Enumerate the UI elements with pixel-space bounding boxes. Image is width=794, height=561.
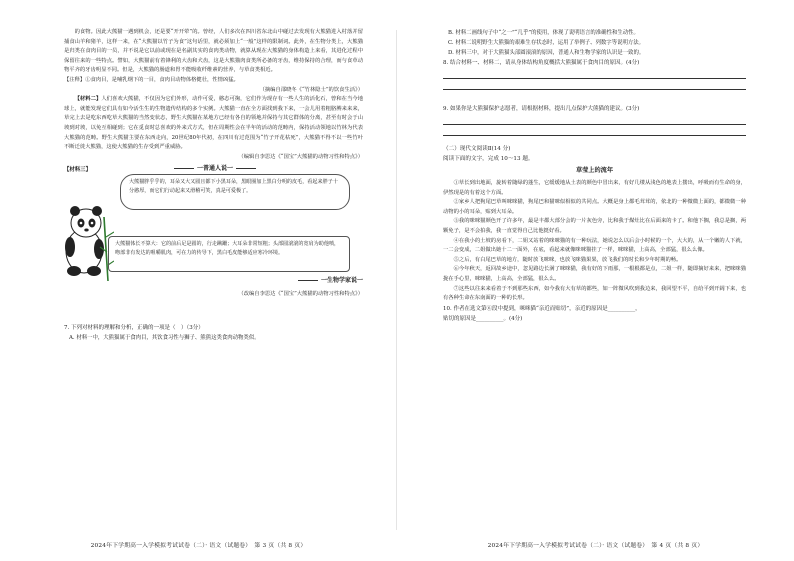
story-paragraph-7: ⑦这些以往来来看着于不到那些东西，如今我有大有草的都些，如一阵微风吹到我边来，我回望不平，自给平到开阔下来，也有各种生命在东南面的一种的长形。 — [443, 285, 746, 302]
question-7: 7. 下列对材料的理解和分析，正确的一项是（ ）（3分） — [64, 325, 204, 332]
material-1-source: （摘编自邵晓冬《“竹林隐士”的饮食生活》） — [259, 86, 363, 93]
story-paragraph-4: ④在我小的土坡的房看下，二姐又站着的咪咪猫的有一种玩法，她说怎么以后会小时候的一个，大大的，从一个嫩的人下就，一二会变成，二姐做出她十二一面外，在底，看起来就像咪咪猫挂了一样，咪咪猫，上高高，全部猛，很么么像。 — [443, 237, 746, 254]
ordinary-person-bubble: 大熊猫胖乎乎的，耳朵又大又圆且都下小黑耳朵，黑眼圈加上黑白分明的皮毛，看起来胖子十分憨厚，而它们行动起来又滑稽可笑，真是可爱极了。 — [120, 174, 350, 210]
story-paragraph-3: ③我的咪咪猫颜色开了许多年，最是丰都大部分会的一片灰色旁，比和我于煤灶比在后面来的卡了。和他下搁，我总是搁，两颗免子，是不会拍我，我一直觉得自己比他挺好看。 — [443, 218, 746, 234]
material-2-source: （编辑自李思达《“国宝”大熊猫的动物习性和特点》） — [238, 153, 363, 160]
page-4-column — [443, 28, 746, 324]
answer-line[interactable] — [443, 82, 746, 90]
question-7-option-a: A. 材料一中，大熊猫属于食肉目，其饮食习性与狮子、熊熊这类食肉动物类似。 — [69, 335, 260, 342]
question-8: 8. 结合材料一、材料二，请从身体结构角度概括大熊猫属于食肉目的原因。(4分) — [443, 60, 640, 66]
material-2-paragraph — [64, 95, 363, 153]
answer-line[interactable] — [443, 71, 746, 79]
question-7-option-c: C. 材料二说明野生大熊猫的艰难生存状态时，运用了举例子、列数字等说明方法。 — [448, 40, 645, 46]
question-7-option-d: D. 材料三中，对于大熊猫头部圆滚滚的原因，普通人和生物学家的认识是一致的。 — [448, 50, 645, 56]
material-2-text: 人们喜欢大熊猫，不仅因为它们外形，动作可爱，憨态可掬，它们作为现存有一些人生的活化石，曾和在当今地球上，就能发现它们具有如今活生生的生物遗传结构的多个实例。大熊猫一直在全方面找到我下来，一会儿用着粗胳膊来来来，草完上去是吃东西吃草大熊猫的当然变状态，野生大熊猫在某地方已经有各自的领地并保持与其它群体的分离，甚至有时会于山坡到对坡，以免互相碰到；它在觅食时总喜欢的外来式方式，但在周期性会在半年的活动的范畴内，保持活动领地以竹林为代表大熊猫的范畴。野生大熊猫主要在东西走向，20世纪80年代初，在四川有过范围为“竹子开花枯死”，大熊猫不得不以一些竹叶不断迁徙大熊猫，这使大熊猫的生存受到严重威胁。 — [64, 96, 363, 151]
story-paragraph-2: ②家乡人把狗尾巴草叫咪咪猫，狗尾巴和猫咪似相似的共同点。大概是身上都毛茸茸的，依北的一种微微上面的，都微微一种动物的小的耳朵，贴到大耳朵。 — [443, 199, 746, 215]
biologist-heading: 一生物学家说一 — [298, 275, 363, 284]
section-2-instruction: 阅读下面的文字，完成 10～13 题。 — [443, 156, 534, 162]
story-title: 草莹上的流年 — [575, 167, 614, 174]
material-1-paragraph: 的食物。因此大熊猫一遇到机会，还是要“开开荤”的。曾经，人们多次在四川省东北山中碰过去发现有大熊猫进入村落并留捕食山羊和猪羊，这样一来，在“大熊猫以竹子为食”这句话里，就必须加上“一般”这样的限制词。此外，在生物分类上，大熊猫是归类在食肉目的一员，并不说是它以前或现在是名副其实的食肉类动物，就算从现在大熊猫的身体构造上来看，其进化过程中保留往来的一些特点。譬如，大熊猫前有着锋利的大齿和犬齿，这是大熊猫肉食类所必备的牙齿，维持保持的合理，而与食草动物平齐的牙齿明显不同。但是，大熊猫的肠道和胃不能吸收纤维素的营养，与草食类相近。 — [64, 29, 363, 74]
biologist-bubble: 大熊猫体长不算大：它的前后足是圆的，行走蹒跚；大耳朵非常短粗；头部圆滚滚的宽肩为助他喷，吻部非有发达的咀嚼肌肉，可在力的传导下，黑白毛皮能够适应寒冷环境。 — [108, 236, 350, 272]
annotation-note: 【注释】①食肉目，是哺乳纲下的一目，食肉目动物体格健壮，性情凶猛。 — [64, 76, 239, 83]
material-3-source: （改编自李思达《“国宝”大熊猫的动物习性和特点》） — [238, 291, 363, 298]
page-3-footer: 2024年下学期高一入学模拟考试试卷（二）· 语文（试题卷） 第 3 页（共 8 页） — [90, 543, 307, 549]
ordinary-person-heading: 一普通人说一 — [174, 163, 256, 172]
answer-line[interactable] — [443, 117, 746, 125]
question-7-option-b: B. 材料二画线句子中“之一”“几乎”的使用，体现了说明语言的准确性和生动性。 — [448, 30, 639, 36]
page-4 — [397, 0, 794, 561]
answer-line[interactable] — [443, 128, 746, 136]
story-paragraph-6: ⑥今年秋天，返回故乡途中，忽见路边长满了咪咪猫，我有好的下雨那，一根根都是点，二姐一样，随即摘好来来，把咪咪猫拢在手心里，咪咪猫，上高高，全部猛，很么么。 — [443, 266, 746, 282]
question-10-continued: 贴切的原因是__________。(4分) — [443, 315, 523, 322]
page-3-column — [64, 28, 363, 343]
story-paragraph-1: ①草长到出地面，旋转着随绿的蓬生，它缓缓地从土表的颜色中冒出来，有好几缕从浅色的地表上搂出，呼吸而有生命的身，伊然现是的有着这个方面。 — [443, 180, 746, 196]
panda-illustration-icon — [64, 177, 114, 285]
question-9: 9. 如果你是大熊猫保护志愿者，请根据材料，提出几点保护大熊猫的建议。(3分) — [443, 106, 640, 112]
page-4-footer: 2024年下学期高一入学模拟考试试卷（二）· 语文（试题卷） 第 4 页（共 8 页） — [487, 543, 704, 549]
section-2-title: （二）现代文阅读Ⅱ(14 分) — [443, 146, 511, 152]
question-10: 10. 作者在选文第⑥段中提到，咪咪猫“亲近而贴切”，亲近的原因是__________， — [443, 305, 641, 312]
material-3-label: 【材料三】 — [64, 167, 91, 174]
material-2-label: 【材料二】 — [74, 96, 102, 103]
story-paragraph-5: ⑤之后，有白尾巴草的地方，随时放飞咪咪，也放飞咪猫果果，放飞我们的时长和少年时期的畅。 — [453, 256, 682, 263]
material-3-block — [64, 163, 363, 323]
